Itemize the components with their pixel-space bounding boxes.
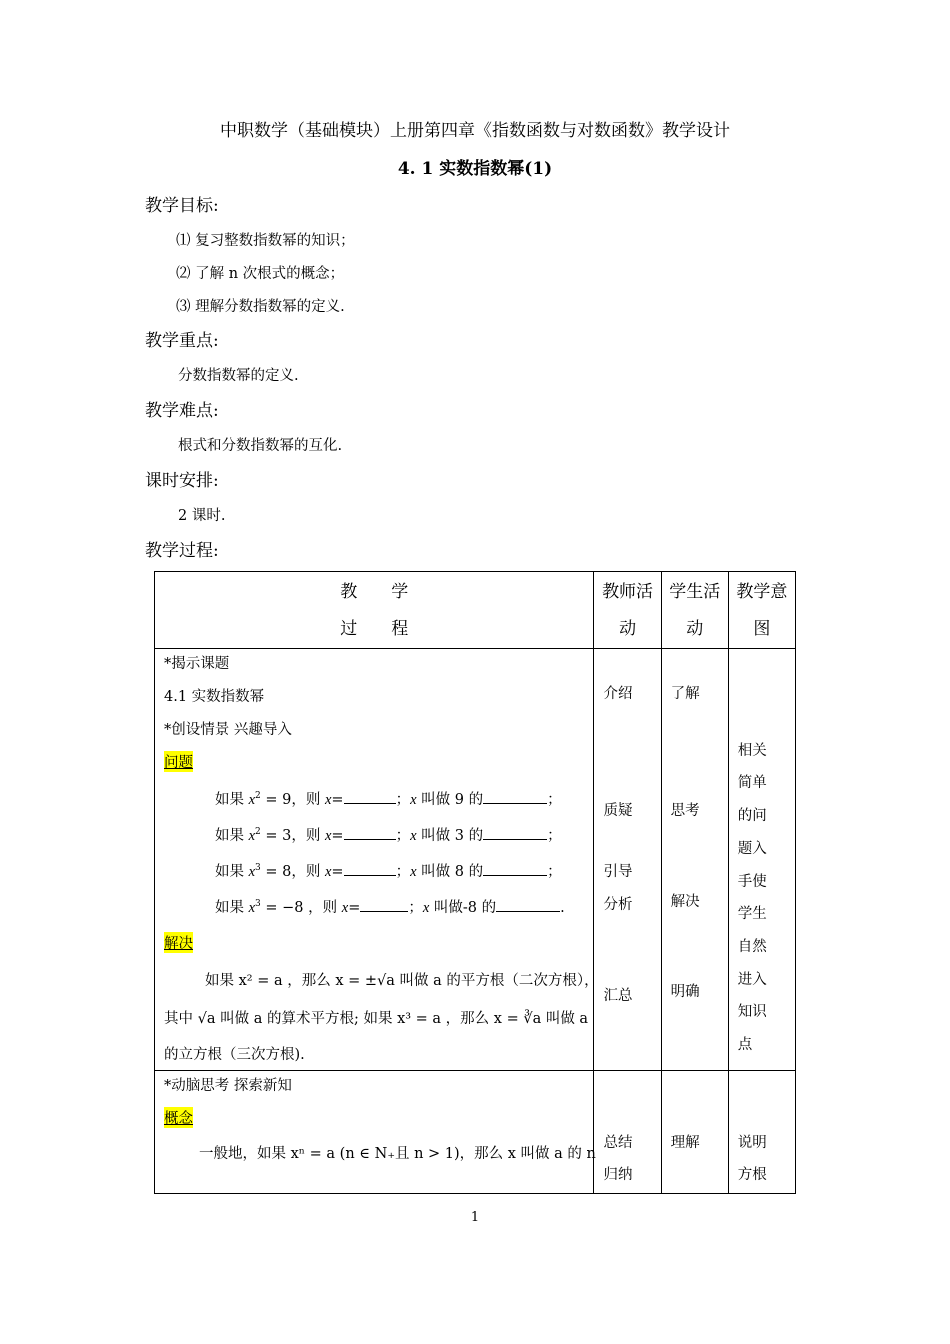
solve-label: 解决 — [164, 932, 193, 953]
question-3: 如果 $x^3 = 8$，则 x= ；x 叫做 8 的 ； — [215, 860, 562, 881]
row-intro-content — [155, 649, 599, 1071]
intent-line-11: 说明 — [737, 1135, 767, 1151]
row-concept-content — [155, 1071, 594, 1194]
header-process-line1: 教 学 — [340, 582, 409, 602]
teacher-activity-5: 汇总 — [603, 988, 633, 1004]
teacher-activity-3: 引导 — [603, 864, 633, 880]
answer-blank — [344, 825, 396, 840]
reveal-label: *揭示课题 — [164, 656, 230, 672]
difficult-heading: 教学难点: — [145, 401, 219, 421]
answer-blank — [483, 825, 547, 840]
header-process — [155, 572, 594, 649]
table-row-intro — [155, 649, 796, 1071]
student-activity-3: 解决 — [670, 894, 700, 910]
difficult-text: 根式和分数指数幂的互化. — [178, 438, 343, 454]
teacher-activity-2: 质疑 — [603, 803, 633, 819]
table-header-row — [155, 572, 796, 649]
page-number: 1 — [470, 1210, 480, 1225]
scenario-label: *创设情景 兴趣导入 — [164, 722, 292, 738]
objective-item-3: ⑶ 理解分数指数幂的定义. — [176, 299, 345, 315]
question-1: 如果 $x^2 = 9$，则 x= ；x 叫做 9 的 ； — [215, 788, 562, 809]
intent-line-1: 相关 — [737, 743, 767, 759]
teacher-activity-7: 归纳 — [603, 1167, 633, 1183]
row-intro-student — [661, 649, 728, 1071]
header-teacher: 教师活动 — [594, 572, 661, 649]
student-activity-1: 了解 — [670, 686, 700, 702]
intent-line-12: 方根 — [737, 1167, 767, 1183]
answer-blank — [483, 789, 547, 804]
answer-blank — [360, 897, 408, 912]
objectives-heading: 教学目标: — [145, 196, 219, 216]
solution-line-1: 如果 x² = a ，那么 x = ±√a 叫做 a 的平方根（二次方根）， — [205, 973, 599, 989]
row-intro-teacher — [594, 649, 661, 1071]
process-heading: 教学过程: — [145, 541, 219, 561]
header-intent: 教学意图 — [728, 572, 795, 649]
intent-line-10: 点 — [737, 1037, 753, 1053]
question-2: 如果 $x^2 = 3$，则 x= ；x 叫做 3 的 ； — [215, 824, 562, 845]
student-activity-5: 理解 — [670, 1135, 700, 1151]
header-student: 学生活动 — [661, 572, 728, 649]
concept-line-1: 一般地，如果 xⁿ = a (n ∈ N₊且 n > 1)，那么 x 叫做 a 的 n — [199, 1146, 596, 1162]
intent-line-8: 进入 — [737, 972, 767, 988]
problem-label: 问题 — [164, 751, 193, 772]
teacher-activity-1: 介绍 — [603, 686, 633, 702]
teacher-activity-6: 总结 — [603, 1135, 633, 1151]
teacher-activity-4: 分析 — [603, 897, 633, 913]
key-heading: 教学重点: — [145, 331, 219, 351]
document-title: 中职数学（基础模块）上册第四章《指数函数与对数函数》教学设计 — [220, 121, 730, 141]
intent-line-6: 学生 — [737, 906, 767, 922]
schedule-text: 2 课时. — [178, 508, 226, 524]
row-concept-student — [661, 1071, 728, 1194]
header-process-line2: 过 程 — [340, 619, 409, 639]
row-intro-intent — [728, 649, 795, 1071]
row-concept-intent — [728, 1071, 795, 1194]
explore-label: *动脑思考 探索新知 — [164, 1078, 292, 1094]
answer-blank — [344, 861, 396, 876]
student-activity-4: 明确 — [670, 984, 700, 1000]
concept-label: 概念 — [164, 1107, 193, 1128]
objective-item-2: ⑵ 了解 n 次根式的概念； — [176, 266, 345, 282]
process-table — [154, 571, 796, 1194]
key-text: 分数指数幂的定义. — [178, 368, 299, 384]
schedule-heading: 课时安排: — [145, 471, 219, 491]
question-4: 如果 $x^3 = -8$ ，则 x= ；x 叫做-8 的 . — [215, 896, 565, 917]
solution-line-2: 其中 √a 叫做 a 的算术平方根; 如果 x³ = a ，那么 x = ∛a 叫做 a — [164, 1011, 589, 1027]
row-concept-teacher — [594, 1071, 661, 1194]
table-row-concept — [155, 1071, 796, 1194]
topic-label: 4.1 实数指数幂 — [164, 689, 265, 705]
solution-line-3: 的立方根（三次方根). — [164, 1047, 305, 1063]
intent-line-5: 手使 — [737, 874, 767, 890]
answer-blank — [496, 897, 560, 912]
answer-blank — [483, 861, 547, 876]
intent-line-9: 知识 — [737, 1004, 767, 1020]
answer-blank — [344, 789, 396, 804]
objective-item-1: ⑴ 复习整数指数幂的知识； — [176, 233, 355, 249]
intent-line-7: 自然 — [737, 939, 767, 955]
intent-line-4: 题入 — [737, 841, 767, 857]
section-title: 4. 1 实数指数幂(1) — [397, 159, 553, 179]
intent-line-2: 简单 — [737, 775, 767, 791]
intent-line-3: 的问 — [737, 808, 767, 824]
student-activity-2: 思考 — [670, 803, 700, 819]
